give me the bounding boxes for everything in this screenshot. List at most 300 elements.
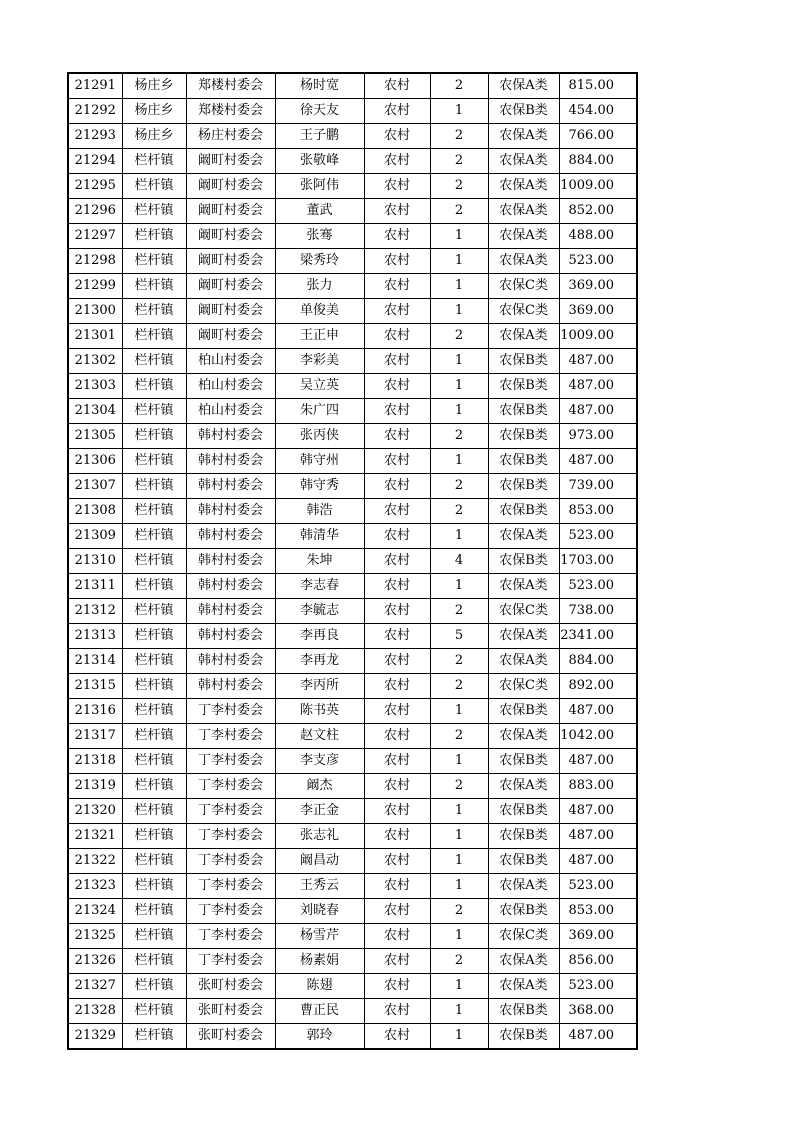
insurance-category-cell: 农保B类: [488, 374, 559, 399]
name-cell: 张阿伟: [275, 174, 364, 199]
row-number-cell: 21298: [68, 249, 122, 274]
row-number-cell: 21318: [68, 749, 122, 774]
insurance-category-cell: 农保B类: [488, 99, 559, 124]
village-committee-cell: 柏山村委会: [186, 399, 275, 424]
township-cell: 杨庄乡: [122, 99, 186, 124]
row-number-cell: 21323: [68, 874, 122, 899]
residence-type-cell: 农村: [364, 1024, 430, 1050]
amount-cell: 487.00: [559, 349, 637, 374]
amount-cell: 487.00: [559, 374, 637, 399]
township-cell: 栏杆镇: [122, 149, 186, 174]
township-cell: 栏杆镇: [122, 649, 186, 674]
amount-cell: 739.00: [559, 474, 637, 499]
row-number-cell: 21292: [68, 99, 122, 124]
township-cell: 栏杆镇: [122, 999, 186, 1024]
name-cell: 阚昌动: [275, 849, 364, 874]
village-committee-cell: 韩村村委会: [186, 499, 275, 524]
row-number-cell: 21311: [68, 574, 122, 599]
name-cell: 郭玲: [275, 1024, 364, 1050]
insurance-category-cell: 农保A类: [488, 149, 559, 174]
township-cell: 栏杆镇: [122, 849, 186, 874]
village-committee-cell: 阚町村委会: [186, 224, 275, 249]
village-committee-cell: 韩村村委会: [186, 674, 275, 699]
insurance-category-cell: 农保B类: [488, 474, 559, 499]
name-cell: 张力: [275, 274, 364, 299]
amount-cell: 487.00: [559, 699, 637, 724]
amount-cell: 488.00: [559, 224, 637, 249]
township-cell: 栏杆镇: [122, 524, 186, 549]
insurance-category-cell: 农保C类: [488, 599, 559, 624]
residence-type-cell: 农村: [364, 73, 430, 99]
village-committee-cell: 张町村委会: [186, 974, 275, 999]
household-count-cell: 1: [430, 799, 488, 824]
township-cell: 栏杆镇: [122, 899, 186, 924]
amount-cell: 487.00: [559, 1024, 637, 1050]
household-count-cell: 2: [430, 774, 488, 799]
residence-type-cell: 农村: [364, 274, 430, 299]
name-cell: 李彩美: [275, 349, 364, 374]
village-committee-cell: 丁李村委会: [186, 899, 275, 924]
amount-cell: 766.00: [559, 124, 637, 149]
table-row: [68, 199, 637, 224]
row-number-cell: 21305: [68, 424, 122, 449]
table-row: [68, 424, 637, 449]
row-number-cell: 21316: [68, 699, 122, 724]
residence-type-cell: 农村: [364, 224, 430, 249]
insurance-category-cell: 农保B类: [488, 799, 559, 824]
row-number-cell: 21301: [68, 324, 122, 349]
name-cell: 陈书英: [275, 699, 364, 724]
amount-cell: 487.00: [559, 849, 637, 874]
name-cell: 梁秀玲: [275, 249, 364, 274]
township-cell: 栏杆镇: [122, 224, 186, 249]
name-cell: 阚杰: [275, 774, 364, 799]
household-count-cell: 5: [430, 624, 488, 649]
row-number-cell: 21302: [68, 349, 122, 374]
village-committee-cell: 阚町村委会: [186, 299, 275, 324]
residence-type-cell: 农村: [364, 774, 430, 799]
residence-type-cell: 农村: [364, 624, 430, 649]
amount-cell: 523.00: [559, 874, 637, 899]
residence-type-cell: 农村: [364, 874, 430, 899]
table-row: [68, 73, 637, 99]
household-count-cell: 4: [430, 549, 488, 574]
amount-cell: 884.00: [559, 149, 637, 174]
row-number-cell: 21294: [68, 149, 122, 174]
household-count-cell: 1: [430, 449, 488, 474]
amount-cell: 892.00: [559, 674, 637, 699]
household-count-cell: 2: [430, 124, 488, 149]
table-row: [68, 949, 637, 974]
name-cell: 张敬峰: [275, 149, 364, 174]
row-number-cell: 21322: [68, 849, 122, 874]
table-row: [68, 574, 637, 599]
row-number-cell: 21324: [68, 899, 122, 924]
residence-type-cell: 农村: [364, 324, 430, 349]
amount-cell: 2341.00: [559, 624, 637, 649]
table-row: [68, 149, 637, 174]
household-count-cell: 2: [430, 174, 488, 199]
table-row: [68, 799, 637, 824]
name-cell: 韩清华: [275, 524, 364, 549]
township-cell: 栏杆镇: [122, 174, 186, 199]
residence-type-cell: 农村: [364, 424, 430, 449]
insurance-category-cell: 农保A类: [488, 974, 559, 999]
name-cell: 刘晓春: [275, 899, 364, 924]
township-cell: 栏杆镇: [122, 924, 186, 949]
village-committee-cell: 韩村村委会: [186, 524, 275, 549]
insurance-category-cell: 农保A类: [488, 724, 559, 749]
insurance-category-cell: 农保B类: [488, 849, 559, 874]
township-cell: 栏杆镇: [122, 399, 186, 424]
table-row: [68, 874, 637, 899]
amount-cell: 1703.00: [559, 549, 637, 574]
township-cell: 栏杆镇: [122, 799, 186, 824]
township-cell: 栏杆镇: [122, 374, 186, 399]
insurance-category-cell: 农保C类: [488, 924, 559, 949]
amount-cell: 815.00: [559, 73, 637, 99]
township-cell: 栏杆镇: [122, 324, 186, 349]
residence-type-cell: 农村: [364, 99, 430, 124]
village-committee-cell: 阚町村委会: [186, 249, 275, 274]
residence-type-cell: 农村: [364, 124, 430, 149]
village-committee-cell: 阚町村委会: [186, 274, 275, 299]
insurance-category-cell: 农保A类: [488, 649, 559, 674]
township-cell: 栏杆镇: [122, 474, 186, 499]
row-number-cell: 21310: [68, 549, 122, 574]
insurance-category-cell: 农保A类: [488, 949, 559, 974]
table-row: [68, 749, 637, 774]
table-row: [68, 974, 637, 999]
name-cell: 王子鹏: [275, 124, 364, 149]
household-count-cell: 1: [430, 874, 488, 899]
household-count-cell: 2: [430, 324, 488, 349]
name-cell: 李再龙: [275, 649, 364, 674]
insurance-category-cell: 农保A类: [488, 774, 559, 799]
insurance-category-cell: 农保C类: [488, 674, 559, 699]
amount-cell: 523.00: [559, 974, 637, 999]
table-row: [68, 399, 637, 424]
village-committee-cell: 丁李村委会: [186, 799, 275, 824]
township-cell: 杨庄乡: [122, 73, 186, 99]
table-row: [68, 824, 637, 849]
residence-type-cell: 农村: [364, 499, 430, 524]
row-number-cell: 21312: [68, 599, 122, 624]
insurance-category-cell: 农保B类: [488, 499, 559, 524]
amount-cell: 369.00: [559, 299, 637, 324]
insurance-category-cell: 农保B类: [488, 824, 559, 849]
residence-type-cell: 农村: [364, 974, 430, 999]
insurance-category-cell: 农保A类: [488, 574, 559, 599]
insurance-category-cell: 农保B类: [488, 449, 559, 474]
insurance-category-cell: 农保B类: [488, 1024, 559, 1050]
township-cell: 栏杆镇: [122, 749, 186, 774]
household-count-cell: 1: [430, 574, 488, 599]
row-number-cell: 21306: [68, 449, 122, 474]
table-row: [68, 174, 637, 199]
village-committee-cell: 韩村村委会: [186, 599, 275, 624]
name-cell: 杨素娟: [275, 949, 364, 974]
table-row: [68, 224, 637, 249]
township-cell: 栏杆镇: [122, 624, 186, 649]
name-cell: 韩浩: [275, 499, 364, 524]
row-number-cell: 21304: [68, 399, 122, 424]
residence-type-cell: 农村: [364, 199, 430, 224]
name-cell: 董武: [275, 199, 364, 224]
table-row: [68, 249, 637, 274]
amount-cell: 1042.00: [559, 724, 637, 749]
insurance-category-cell: 农保B类: [488, 999, 559, 1024]
village-committee-cell: 丁李村委会: [186, 949, 275, 974]
village-committee-cell: 韩村村委会: [186, 549, 275, 574]
village-committee-cell: 柏山村委会: [186, 349, 275, 374]
name-cell: 王正申: [275, 324, 364, 349]
table-row: [68, 99, 637, 124]
insurance-category-cell: 农保B类: [488, 549, 559, 574]
name-cell: 李正金: [275, 799, 364, 824]
residence-type-cell: 农村: [364, 599, 430, 624]
insurance-category-cell: 农保A类: [488, 324, 559, 349]
township-cell: 栏杆镇: [122, 274, 186, 299]
township-cell: 栏杆镇: [122, 874, 186, 899]
table-row: [68, 499, 637, 524]
residence-type-cell: 农村: [364, 649, 430, 674]
table-row: [68, 599, 637, 624]
table-row: [68, 299, 637, 324]
village-committee-cell: 张町村委会: [186, 999, 275, 1024]
residence-type-cell: 农村: [364, 999, 430, 1024]
amount-cell: 487.00: [559, 449, 637, 474]
township-cell: 栏杆镇: [122, 574, 186, 599]
row-number-cell: 21321: [68, 824, 122, 849]
household-count-cell: 1: [430, 299, 488, 324]
insurance-category-cell: 农保A类: [488, 199, 559, 224]
township-cell: 栏杆镇: [122, 349, 186, 374]
household-count-cell: 1: [430, 974, 488, 999]
household-count-cell: 1: [430, 824, 488, 849]
insurance-category-cell: 农保A类: [488, 624, 559, 649]
name-cell: 韩守州: [275, 449, 364, 474]
table-row: [68, 349, 637, 374]
insurance-category-cell: 农保B类: [488, 699, 559, 724]
row-number-cell: 21315: [68, 674, 122, 699]
village-committee-cell: 丁李村委会: [186, 699, 275, 724]
table-row: [68, 474, 637, 499]
table-row: [68, 324, 637, 349]
insurance-category-cell: 农保B类: [488, 749, 559, 774]
amount-cell: 1009.00: [559, 324, 637, 349]
township-cell: 栏杆镇: [122, 499, 186, 524]
household-count-cell: 2: [430, 73, 488, 99]
village-committee-cell: 丁李村委会: [186, 824, 275, 849]
table-row: [68, 124, 637, 149]
household-count-cell: 1: [430, 1024, 488, 1050]
village-committee-cell: 丁李村委会: [186, 849, 275, 874]
residence-type-cell: 农村: [364, 174, 430, 199]
residence-type-cell: 农村: [364, 349, 430, 374]
residence-type-cell: 农村: [364, 149, 430, 174]
township-cell: 栏杆镇: [122, 249, 186, 274]
table-row: [68, 274, 637, 299]
residence-type-cell: 农村: [364, 549, 430, 574]
household-count-cell: 2: [430, 674, 488, 699]
row-number-cell: 21300: [68, 299, 122, 324]
table-row: [68, 899, 637, 924]
table-row: [68, 624, 637, 649]
residence-type-cell: 农村: [364, 374, 430, 399]
name-cell: 徐天友: [275, 99, 364, 124]
residence-type-cell: 农村: [364, 699, 430, 724]
name-cell: 李支彦: [275, 749, 364, 774]
township-cell: 栏杆镇: [122, 699, 186, 724]
amount-cell: 487.00: [559, 824, 637, 849]
township-cell: 栏杆镇: [122, 724, 186, 749]
insurance-category-cell: 农保A类: [488, 249, 559, 274]
household-count-cell: 1: [430, 699, 488, 724]
household-count-cell: 1: [430, 399, 488, 424]
household-count-cell: 2: [430, 149, 488, 174]
insurance-category-cell: 农保A类: [488, 874, 559, 899]
village-committee-cell: 柏山村委会: [186, 374, 275, 399]
name-cell: 陈翅: [275, 974, 364, 999]
table-row: [68, 924, 637, 949]
table-body: [68, 73, 637, 1049]
household-count-cell: 2: [430, 724, 488, 749]
household-count-cell: 1: [430, 249, 488, 274]
village-committee-cell: 韩村村委会: [186, 474, 275, 499]
residence-type-cell: 农村: [364, 524, 430, 549]
village-committee-cell: 韩村村委会: [186, 574, 275, 599]
amount-cell: 369.00: [559, 274, 637, 299]
amount-cell: 884.00: [559, 649, 637, 674]
household-count-cell: 1: [430, 524, 488, 549]
village-committee-cell: 丁李村委会: [186, 774, 275, 799]
row-number-cell: 21303: [68, 374, 122, 399]
insurance-category-cell: 农保A类: [488, 124, 559, 149]
household-count-cell: 2: [430, 899, 488, 924]
residence-type-cell: 农村: [364, 799, 430, 824]
insurance-category-cell: 农保B类: [488, 399, 559, 424]
household-count-cell: 2: [430, 599, 488, 624]
name-cell: 张骞: [275, 224, 364, 249]
row-number-cell: 21297: [68, 224, 122, 249]
village-committee-cell: 丁李村委会: [186, 749, 275, 774]
name-cell: 朱广四: [275, 399, 364, 424]
row-number-cell: 21325: [68, 924, 122, 949]
household-count-cell: 1: [430, 274, 488, 299]
table-row: [68, 774, 637, 799]
name-cell: 单俊美: [275, 299, 364, 324]
township-cell: 杨庄乡: [122, 124, 186, 149]
amount-cell: 369.00: [559, 924, 637, 949]
township-cell: 栏杆镇: [122, 674, 186, 699]
row-number-cell: 21317: [68, 724, 122, 749]
household-count-cell: 1: [430, 849, 488, 874]
name-cell: 李再良: [275, 624, 364, 649]
village-committee-cell: 丁李村委会: [186, 924, 275, 949]
village-committee-cell: 郑楼村委会: [186, 73, 275, 99]
insurance-category-cell: 农保C类: [488, 299, 559, 324]
residence-type-cell: 农村: [364, 574, 430, 599]
table-row: [68, 524, 637, 549]
table-row: [68, 999, 637, 1024]
household-count-cell: 1: [430, 999, 488, 1024]
village-committee-cell: 阚町村委会: [186, 174, 275, 199]
village-committee-cell: 郑楼村委会: [186, 99, 275, 124]
residence-type-cell: 农村: [364, 899, 430, 924]
village-committee-cell: 阚町村委会: [186, 324, 275, 349]
residence-type-cell: 农村: [364, 824, 430, 849]
amount-cell: 738.00: [559, 599, 637, 624]
table-row: [68, 849, 637, 874]
village-committee-cell: 韩村村委会: [186, 649, 275, 674]
residence-type-cell: 农村: [364, 399, 430, 424]
village-committee-cell: 丁李村委会: [186, 724, 275, 749]
row-number-cell: 21313: [68, 624, 122, 649]
name-cell: 杨时宽: [275, 73, 364, 99]
amount-cell: 856.00: [559, 949, 637, 974]
row-number-cell: 21291: [68, 73, 122, 99]
name-cell: 李毓志: [275, 599, 364, 624]
row-number-cell: 21307: [68, 474, 122, 499]
row-number-cell: 21320: [68, 799, 122, 824]
amount-cell: 454.00: [559, 99, 637, 124]
township-cell: 栏杆镇: [122, 1024, 186, 1050]
amount-cell: 1009.00: [559, 174, 637, 199]
name-cell: 张志礼: [275, 824, 364, 849]
household-count-cell: 1: [430, 224, 488, 249]
household-count-cell: 2: [430, 424, 488, 449]
amount-cell: 487.00: [559, 399, 637, 424]
household-count-cell: 1: [430, 749, 488, 774]
amount-cell: 523.00: [559, 249, 637, 274]
amount-cell: 852.00: [559, 199, 637, 224]
row-number-cell: 21296: [68, 199, 122, 224]
household-count-cell: 2: [430, 499, 488, 524]
table-row: [68, 699, 637, 724]
township-cell: 栏杆镇: [122, 599, 186, 624]
insurance-category-cell: 农保A类: [488, 174, 559, 199]
village-committee-cell: 张町村委会: [186, 1024, 275, 1050]
village-committee-cell: 韩村村委会: [186, 624, 275, 649]
table-row: [68, 674, 637, 699]
name-cell: 杨雪芹: [275, 924, 364, 949]
household-count-cell: 2: [430, 474, 488, 499]
row-number-cell: 21326: [68, 949, 122, 974]
amount-cell: 487.00: [559, 749, 637, 774]
table-row: [68, 1024, 637, 1050]
row-number-cell: 21329: [68, 1024, 122, 1050]
row-number-cell: 21308: [68, 499, 122, 524]
residence-type-cell: 农村: [364, 449, 430, 474]
residence-type-cell: 农村: [364, 299, 430, 324]
row-number-cell: 21314: [68, 649, 122, 674]
name-cell: 朱坤: [275, 549, 364, 574]
village-committee-cell: 韩村村委会: [186, 424, 275, 449]
residence-type-cell: 农村: [364, 849, 430, 874]
row-number-cell: 21293: [68, 124, 122, 149]
table-row: [68, 549, 637, 574]
township-cell: 栏杆镇: [122, 549, 186, 574]
village-committee-cell: 阚町村委会: [186, 199, 275, 224]
household-count-cell: 2: [430, 199, 488, 224]
residence-type-cell: 农村: [364, 674, 430, 699]
row-number-cell: 21319: [68, 774, 122, 799]
township-cell: 栏杆镇: [122, 974, 186, 999]
township-cell: 栏杆镇: [122, 824, 186, 849]
township-cell: 栏杆镇: [122, 449, 186, 474]
row-number-cell: 21295: [68, 174, 122, 199]
